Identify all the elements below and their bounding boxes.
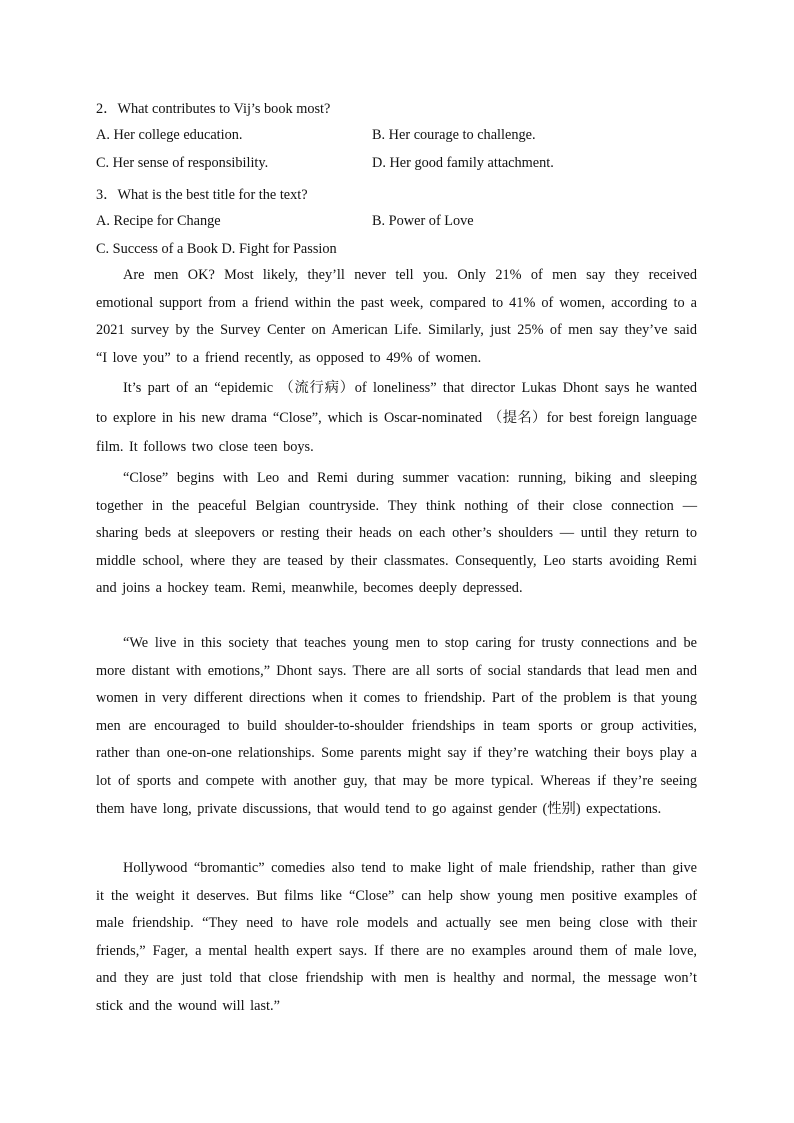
question-3-option-a: A. Recipe for Change — [96, 213, 221, 229]
question-3-option-c-d: C. Success of a Book D. Fight for Passion — [96, 241, 337, 257]
question-2-option-c: C. Her sense of responsibility. — [96, 155, 269, 171]
question-2-option-a: A. Her college education. — [96, 127, 243, 143]
question-3-option-b: B. Power of Love — [372, 213, 474, 229]
passage-paragraph-5: Hollywood “bromantic” comedies also tend to make light of male friendship, rather than give it the weight it deserves. But films like “Close” can help show young men positive examples of male friendship. “They need to have role models and actually see men being close with their friends,” Fager, a mental health expert says. If there are no examples around them of male love, and they are just told that close friendship with men is healthy and normal, the message won’t stick and the wound will last.” — [96, 860, 697, 1014]
passage-paragraph-3: “Close” begins with Leo and Remi during summer vacation: running, biking and sleeping together in the peaceful Belgian countryside. They think nothing of their close connection — sharing beds at sleepovers or resting their heads on each other’s shoulders — until they return to middle school, where they are teased by their classmates. Consequently, Leo starts avoiding Remi and joins a hockey team. Remi, meanwhile, becomes deeply depressed. — [96, 470, 697, 597]
passage-paragraph-4: “We live in this society that teaches young men to stop caring for trusty connections and be more distant with emotions,” Dhont says. There are all sorts of social standards that lead men and women in very different directions when it comes to friendship. Part of the problem is that young men are encouraged to build shoulder-to-shoulder friendships in team sports or group activities, rather than one-on-one relationships. Some parents might say if they’re watching their boys play a lot of sports and compete with another guy, that may be more typical. Whereas if they’re seeing them have long, private discussions, that would tend to go against gender (性别) expectations. — [96, 635, 697, 817]
question-2-stem: 2．What contributes to Vij’s book most? — [96, 101, 331, 117]
question-2-option-b: B. Her courage to challenge. — [372, 127, 536, 143]
question-2-option-d: D. Her good family attachment. — [372, 155, 554, 171]
question-3-stem: 3．What is the best title for the text? — [96, 187, 308, 203]
passage-paragraph-1: Are men OK? Most likely, they’ll never tell you. Only 21% of men say they received emotional support from a friend within the past week, compared to 41% of women, according to a 2021 survey by the Survey Center on American Life. Similarly, just 25% of men say they’ve said “I love you” to a friend recently, as opposed to 49% of women. — [96, 267, 697, 366]
passage-paragraph-2: It’s part of an “epidemic （流行病）of loneliness” that director Lukas Dhont says he wanted to explore in his new drama “Close”, which is Oscar-nominated （提名）for best foreign language film. It follows two close teen boys. — [96, 380, 697, 455]
